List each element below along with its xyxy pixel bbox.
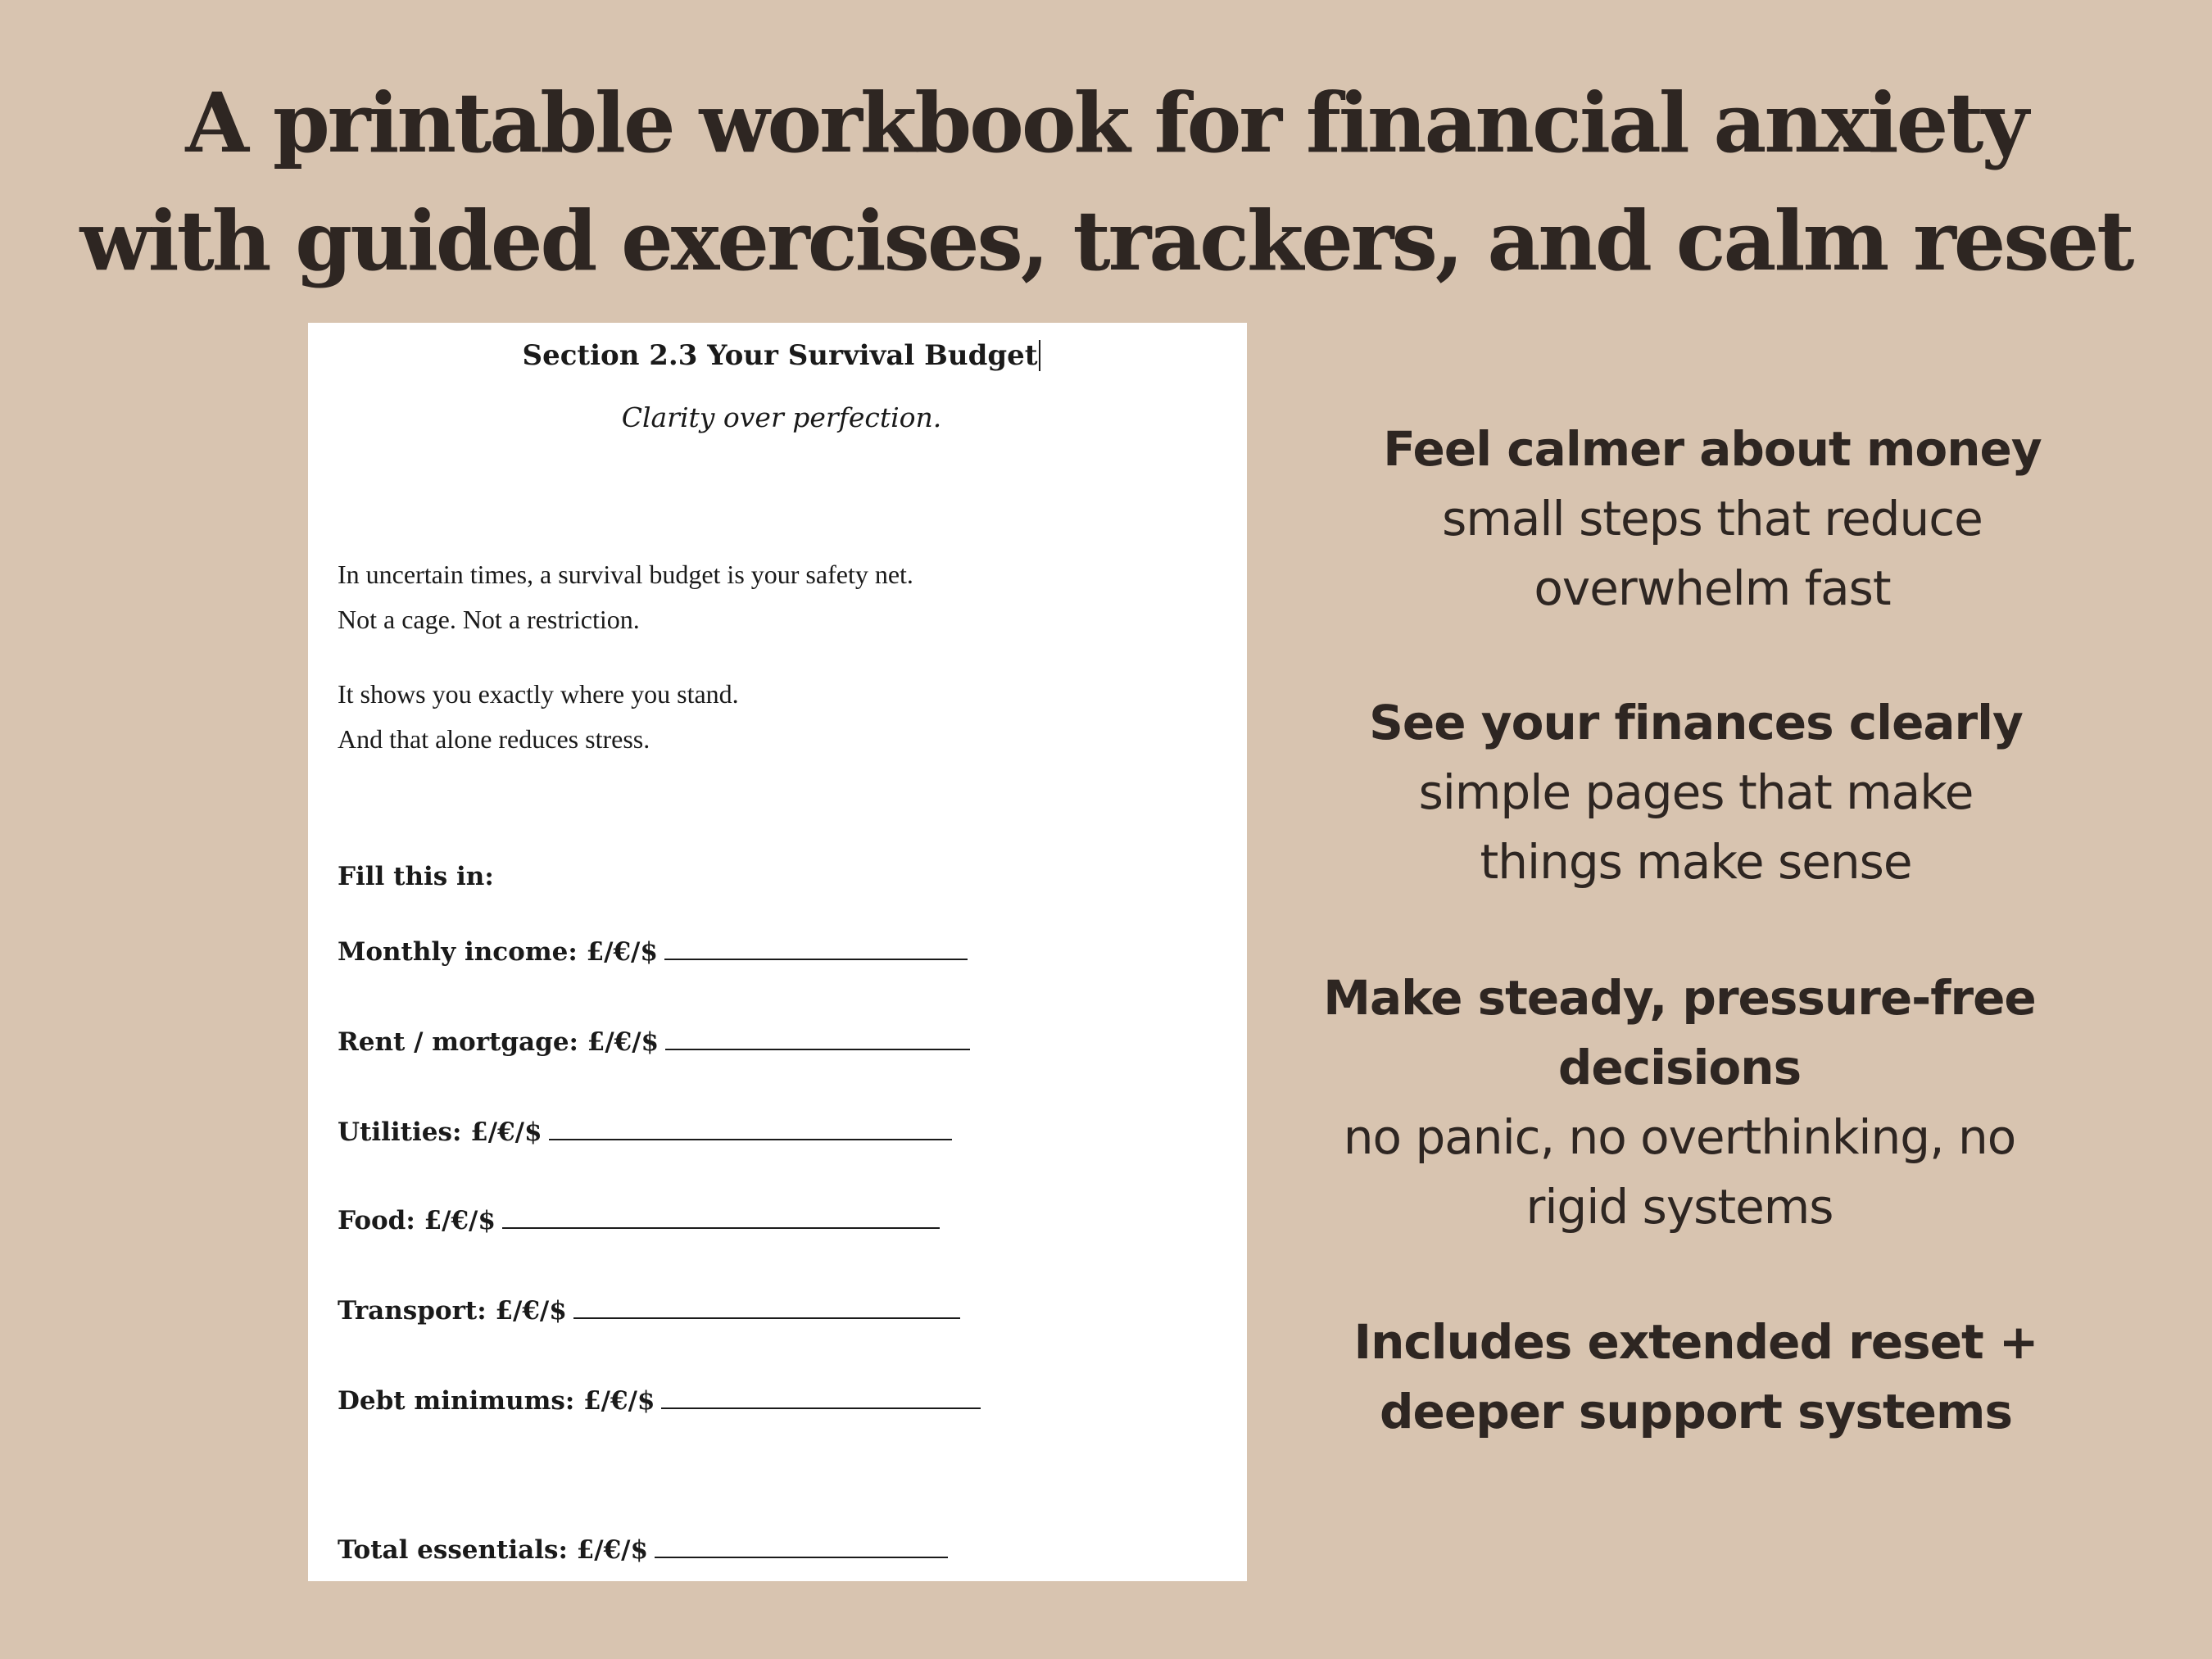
feature-title-line-1: Make steady, pressure-free [1323,970,2036,1026]
feature-desc-line-2: things make sense [1480,834,1912,890]
intro-paragraph-2-line-1: It shows you exactly where you stand. [338,679,739,709]
intro-paragraph-1-line-1: In uncertain times, a survival budget is your safety net. [338,560,913,589]
blank-line [502,1204,940,1229]
feature-desc-line-1: simple pages that make [1418,764,1974,820]
field-label: Utilities: £/€/$ [338,1117,542,1147]
page-title [308,339,1247,372]
field-rent-mortgage [338,1026,970,1058]
blank-line [549,1116,952,1140]
feature-extended-reset [1245,1308,2146,1447]
field-monthly-income [338,936,968,968]
intro-paragraph-1 [338,552,913,642]
field-transport [338,1294,960,1327]
blank-line [661,1385,981,1409]
field-utilities [338,1116,952,1149]
feature-desc-line-1: no panic, no overthinking, no [1343,1109,2016,1165]
field-food [338,1204,940,1237]
feature-finances-clearly [1245,688,2146,897]
feature-title: See your finances clearly [1369,695,2023,750]
feature-title: Feel calmer about money [1383,421,2042,477]
feature-desc-line-2: rigid systems [1525,1179,1834,1235]
intro-paragraph-2 [338,672,739,762]
feature-desc-line-2: overwhelm fast [1534,560,1891,616]
field-label: Transport: £/€/$ [338,1296,567,1326]
blank-line [665,1026,970,1050]
field-label: Food: £/€/$ [338,1206,496,1235]
field-label: Debt minimums: £/€/$ [338,1386,655,1416]
headline-line-1: A printable workbook for financial anxiety [185,75,2027,171]
feature-calmer-money [1262,415,2163,623]
field-label: Rent / mortgage: £/€/$ [338,1027,660,1057]
workbook-page-preview [308,323,1247,1581]
blank-line [664,936,968,960]
feature-title-line-2: decisions [1557,1040,1802,1095]
blank-line [655,1534,948,1558]
field-label: Total essentials: £/€/$ [338,1535,649,1565]
field-total-essentials [338,1534,948,1566]
text-cursor [1039,340,1040,371]
intro-paragraph-1-line-2: Not a cage. Not a restriction. [338,605,640,634]
feature-desc-line-1: small steps that reduce [1442,491,1983,546]
field-label: Monthly income: £/€/$ [338,937,658,967]
blank-line [573,1294,960,1319]
page-subtitle: Clarity over perfection. [621,401,942,433]
feature-title-line-2: deeper support systems [1380,1384,2012,1439]
feature-steady-decisions [1229,963,2130,1242]
headline-line-2: with guided exercises, trackers, and calm reset [79,193,2133,289]
intro-paragraph-2-line-2: And that alone reduces stress. [338,724,650,754]
page-title-text: Section 2.3 Your Survival Budget [522,339,1038,372]
feature-title-line-1: Includes extended reset + [1353,1314,2038,1370]
field-debt-minimums [338,1385,981,1417]
fill-in-label: Fill this in: [338,862,494,891]
